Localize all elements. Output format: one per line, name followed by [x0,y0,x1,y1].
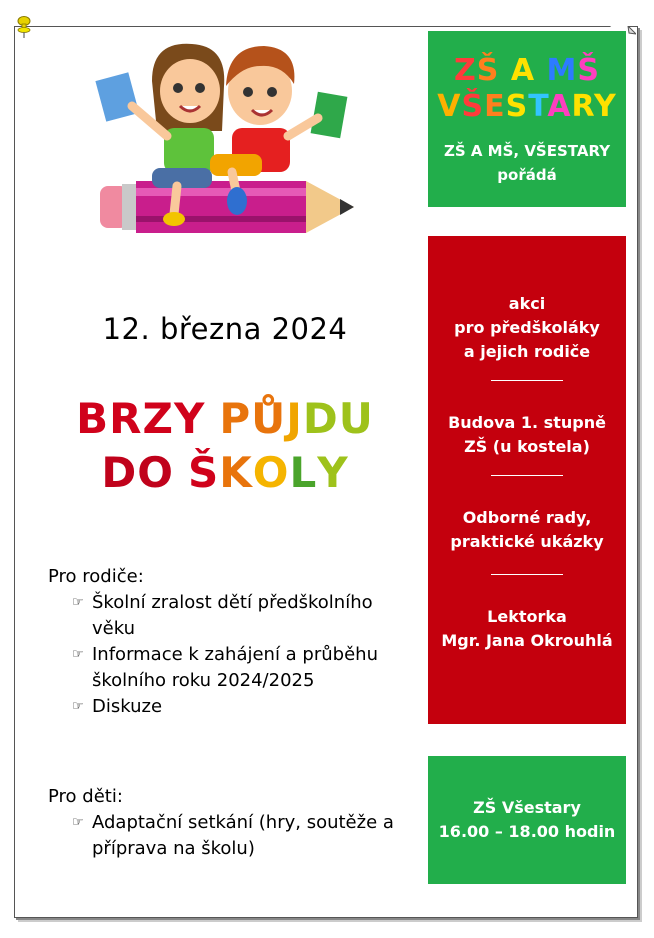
hand-pointing-icon: ☞ [72,647,84,662]
title-letter: L [289,448,318,497]
event-title-line1 [60,392,390,446]
audience-block [428,292,626,364]
school-logo-line2 [428,89,626,125]
event-date: 12. března 2024 [102,312,348,346]
logo-box [428,31,626,207]
time-range: 16.00 – 18.00 hodin [438,822,616,841]
audience-line: a jejich rodiče [463,342,591,361]
separator [491,574,563,575]
title-letter: D [302,394,339,443]
title-letter: R [571,89,595,124]
title-letter: O [137,448,174,497]
event-title-line2 [60,446,390,500]
separator [491,380,563,381]
title-letter: J [286,394,303,443]
place-line: Budova 1. stupně [448,413,606,432]
title-letter: Š [187,448,220,497]
title-letter: Š [461,89,485,124]
parents-section-label: Pro rodiče: [48,566,144,587]
title-letter: Š [476,53,500,88]
parents-list [72,590,402,720]
place-line: ZŠ (u kostela) [464,437,590,456]
kids-on-pencil-illustration [92,36,362,236]
audience-line: pro předškoláky [454,318,600,337]
pencil-icon [100,181,354,233]
audience-line: akci [508,294,546,313]
list-item: ☞ Diskuze [72,694,402,720]
event-title [60,392,390,500]
hand-pointing-icon: ☞ [72,815,84,830]
title-letter: O [252,448,290,497]
title-letter: P [219,394,252,443]
place-block [428,411,626,459]
title-letter: D [101,448,138,497]
title-letter [535,53,546,88]
time-box [428,756,626,884]
hand-pointing-icon: ☞ [72,595,84,610]
title-letter: T [528,89,548,124]
title-letter: M [546,53,578,88]
content-line: praktické ukázky [450,532,604,551]
lecturer-block [428,605,626,653]
title-letter: S [505,89,529,124]
organizer-verb: pořádá [497,166,557,184]
title-letter: A [510,53,536,88]
list-item: ☞ Školní zralost dětí předškolního věku [72,592,373,639]
title-letter: Z [142,394,174,443]
hand-pointing-icon: ☞ [72,699,84,714]
lecturer-label: Lektorka [487,607,567,626]
school-logo-line1 [428,53,626,89]
title-letter: A [547,89,572,124]
separator [491,475,563,476]
title-letter: Š [577,53,600,88]
title-letter [499,53,510,88]
title-letter: U [338,394,374,443]
kids-list [72,810,402,862]
title-letter: R [109,394,143,443]
list-item: ☞ Informace k zahájení a průběhu školního roku 2024/2025 [72,644,378,691]
title-letter: Z [454,53,477,88]
title-letter: Y [173,394,206,443]
title-letter: E [484,89,506,124]
title-letter: B [76,394,110,443]
title-letter: Y [594,89,617,124]
list-item: ☞ Adaptační setkání (hry, soutěže a příprava na školu) [72,812,394,859]
content-line: Odborné rady, [462,508,592,527]
event-info-box [428,236,626,724]
title-letter: V [437,89,462,124]
title-letter: Y [317,448,349,497]
time-location: ZŠ Všestary [473,798,581,817]
title-letter: K [219,448,253,497]
lecturer-name: Mgr. Jana Okrouhlá [441,631,613,650]
title-letter: Ů [251,394,287,443]
pushpin-icon [16,16,32,38]
kids-section-label: Pro děti: [48,786,123,807]
organizer-name: ZŠ A MŠ, VŠESTARY [443,142,611,160]
content-block [428,506,626,554]
